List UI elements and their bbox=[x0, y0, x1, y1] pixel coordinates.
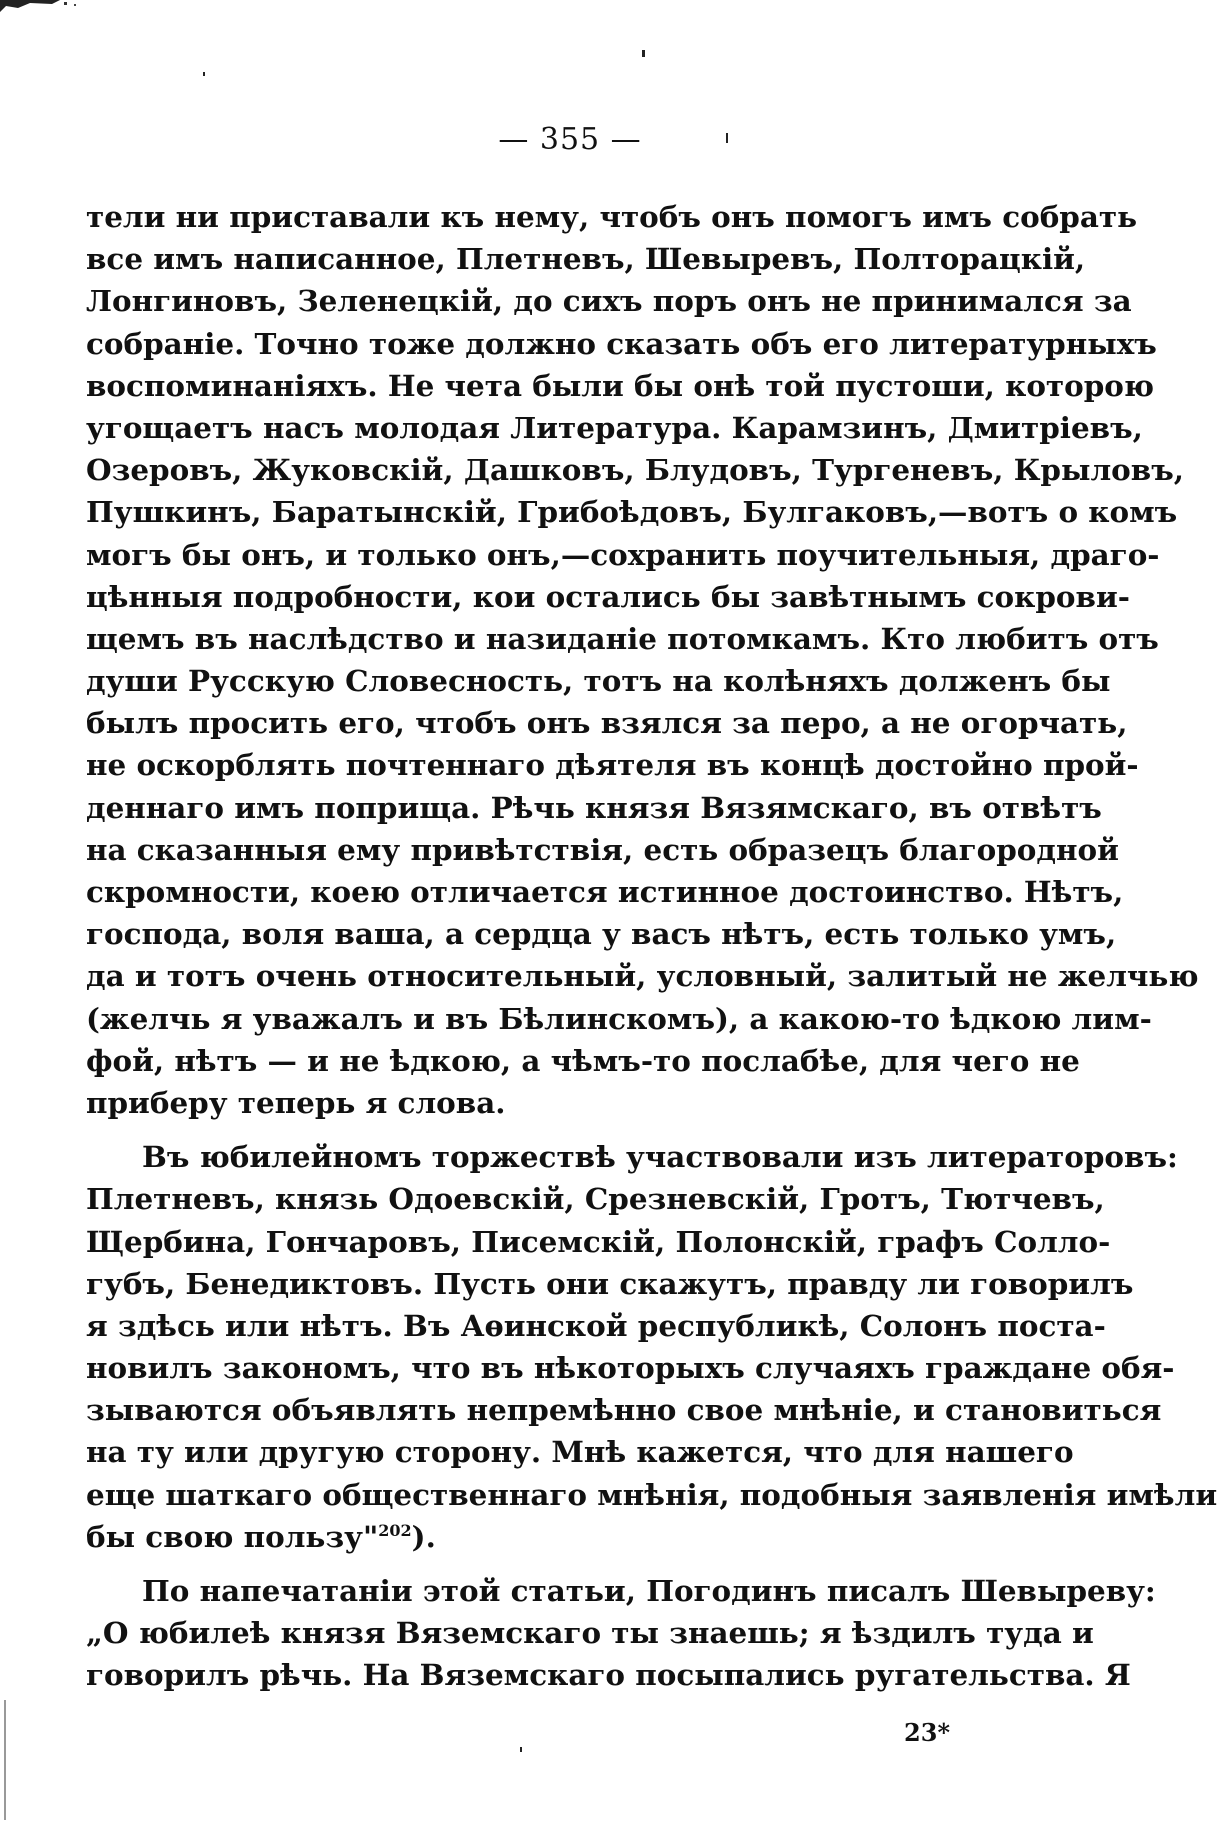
text-line: фой, нѣтъ — и не ѣдкою, а чѣмъ-то послабѣе, для чего не bbox=[86, 1042, 1080, 1078]
scan-corner-mark bbox=[0, 0, 90, 14]
text-line: еще шаткаго общественнаго мнѣнія, подобныя заявленія имѣли bbox=[86, 1476, 1217, 1512]
text-line: „О юбилеѣ князя Вяземскаго ты знаешь; я ѣздилъ туда и bbox=[86, 1615, 1094, 1651]
text-line: Лонгиновъ, Зеленецкій, до сихъ поръ онъ не принимался за bbox=[86, 283, 1132, 319]
text-line: былъ просить его, чтобъ онъ взялся за перо, а не огорчать, bbox=[86, 705, 1128, 741]
text-line: я здѣсь или нѣтъ. Въ Аѳинской республикѣ, Солонъ поста- bbox=[86, 1307, 1106, 1343]
footnote-reference: 202 bbox=[378, 1521, 412, 1541]
text-line: Озеровъ, Жуковскій, Дашковъ, Блудовъ, Тургеневъ, Крыловъ, bbox=[86, 452, 1184, 488]
paragraph-gap bbox=[86, 1124, 956, 1136]
text-line: новилъ закономъ, что въ нѣкоторыхъ случаяхъ граждане обя- bbox=[86, 1350, 1175, 1386]
text-line: да и тотъ очень относительный, условный, залитый не желчью bbox=[86, 958, 1199, 994]
scan-speck bbox=[520, 1747, 522, 1752]
paragraph-2 bbox=[86, 1136, 1217, 1558]
text-line: зываются объявлять непремѣнно свое мнѣніе, и становиться bbox=[86, 1392, 1162, 1428]
text-line bbox=[86, 1516, 956, 1558]
text-line: деннаго имъ поприща. Рѣчь князя Вязямскаго, въ отвѣтъ bbox=[86, 789, 1102, 825]
text-line: (желчь я уважалъ и въ Бѣлинскомъ), а какою-то ѣдкою лим- bbox=[86, 1000, 1152, 1036]
text-line: на ту или другую сторону. Мнѣ кажется, что для нашего bbox=[86, 1434, 1074, 1470]
text-line: скромности, коею отличается истинное достоинство. Нѣтъ, bbox=[86, 874, 1124, 909]
text-line: Щербина, Гончаровъ, Писемскій, Полонскій, графъ Солло- bbox=[86, 1223, 1111, 1259]
text-line: губъ, Бенедиктовъ. Пусть они скажутъ, правду ли говорилъ bbox=[86, 1265, 1134, 1301]
text-line: все имъ написанное, Плетневъ, Шевыревъ, Полторацкій, bbox=[86, 241, 1086, 277]
text-line: приберу теперь я слова. bbox=[86, 1084, 506, 1120]
text-line: Пушкинъ, Баратынскій, Грибоѣдовъ, Булгаковъ,—вотъ о комъ bbox=[86, 494, 1178, 530]
scan-speck bbox=[203, 72, 205, 76]
text-line: щемъ въ наслѣдство и назиданіе потомкамъ. Кто любитъ отъ bbox=[86, 620, 1159, 656]
text-line: Въ юбилейномъ торжествѣ участвовали изъ литераторовъ: bbox=[142, 1139, 1178, 1175]
text-line: господа, воля ваша, а сердца у васъ нѣтъ, есть только умъ, bbox=[86, 916, 1117, 952]
text-line: Плетневъ, князь Одоевскій, Срезневскій, Гротъ, Тютчевъ, bbox=[86, 1181, 1105, 1217]
scan-edge-line bbox=[4, 1700, 6, 1820]
final-line-tail: ). bbox=[411, 1518, 436, 1554]
text-line: собраніе. Точно тоже должно сказать объ его литературныхъ bbox=[86, 325, 1157, 361]
text-line: говорилъ рѣчь. На Вяземскаго посыпались ругательства. Я bbox=[86, 1657, 1131, 1693]
body-text bbox=[86, 196, 1217, 1697]
paragraph-1 bbox=[86, 196, 1199, 1124]
paragraph-3 bbox=[86, 1570, 1156, 1697]
text-line: на сказанныя ему привѣтствія, есть образецъ благородной bbox=[86, 831, 1119, 867]
page-number: — 355 — bbox=[498, 122, 642, 157]
scan-speck bbox=[642, 50, 645, 57]
text-line: тели ни приставали къ нему, чтобъ онъ помогъ имъ собрать bbox=[86, 199, 1138, 234]
closing-quote: " bbox=[362, 1518, 379, 1554]
text-line: не оскорблять почтеннаго дѣятеля въ концѣ достойно прой- bbox=[86, 747, 1139, 783]
text-line: угощаетъ насъ молодая Литература. Карамзинъ, Дмитріевъ, bbox=[86, 409, 1143, 445]
paragraph-gap bbox=[86, 1558, 956, 1570]
text-line: могъ бы онъ, и только онъ,—сохранить поучительныя, драго- bbox=[86, 536, 1160, 572]
text-line: души Русскую Словесность, тотъ на колѣняхъ долженъ бы bbox=[86, 663, 1111, 699]
text-line: цѣнныя подробности, кои остались бы завѣтнымъ сокрови- bbox=[86, 578, 1130, 614]
final-line-text: бы свою пользу bbox=[86, 1518, 363, 1554]
signature-mark: 23* bbox=[904, 1718, 950, 1747]
text-line: По напечатаніи этой статьи, Погодинъ писалъ Шевыреву: bbox=[142, 1573, 1156, 1608]
text-line: воспоминаніяхъ. Не чета были бы онѣ той пустоши, которою bbox=[86, 367, 1155, 403]
